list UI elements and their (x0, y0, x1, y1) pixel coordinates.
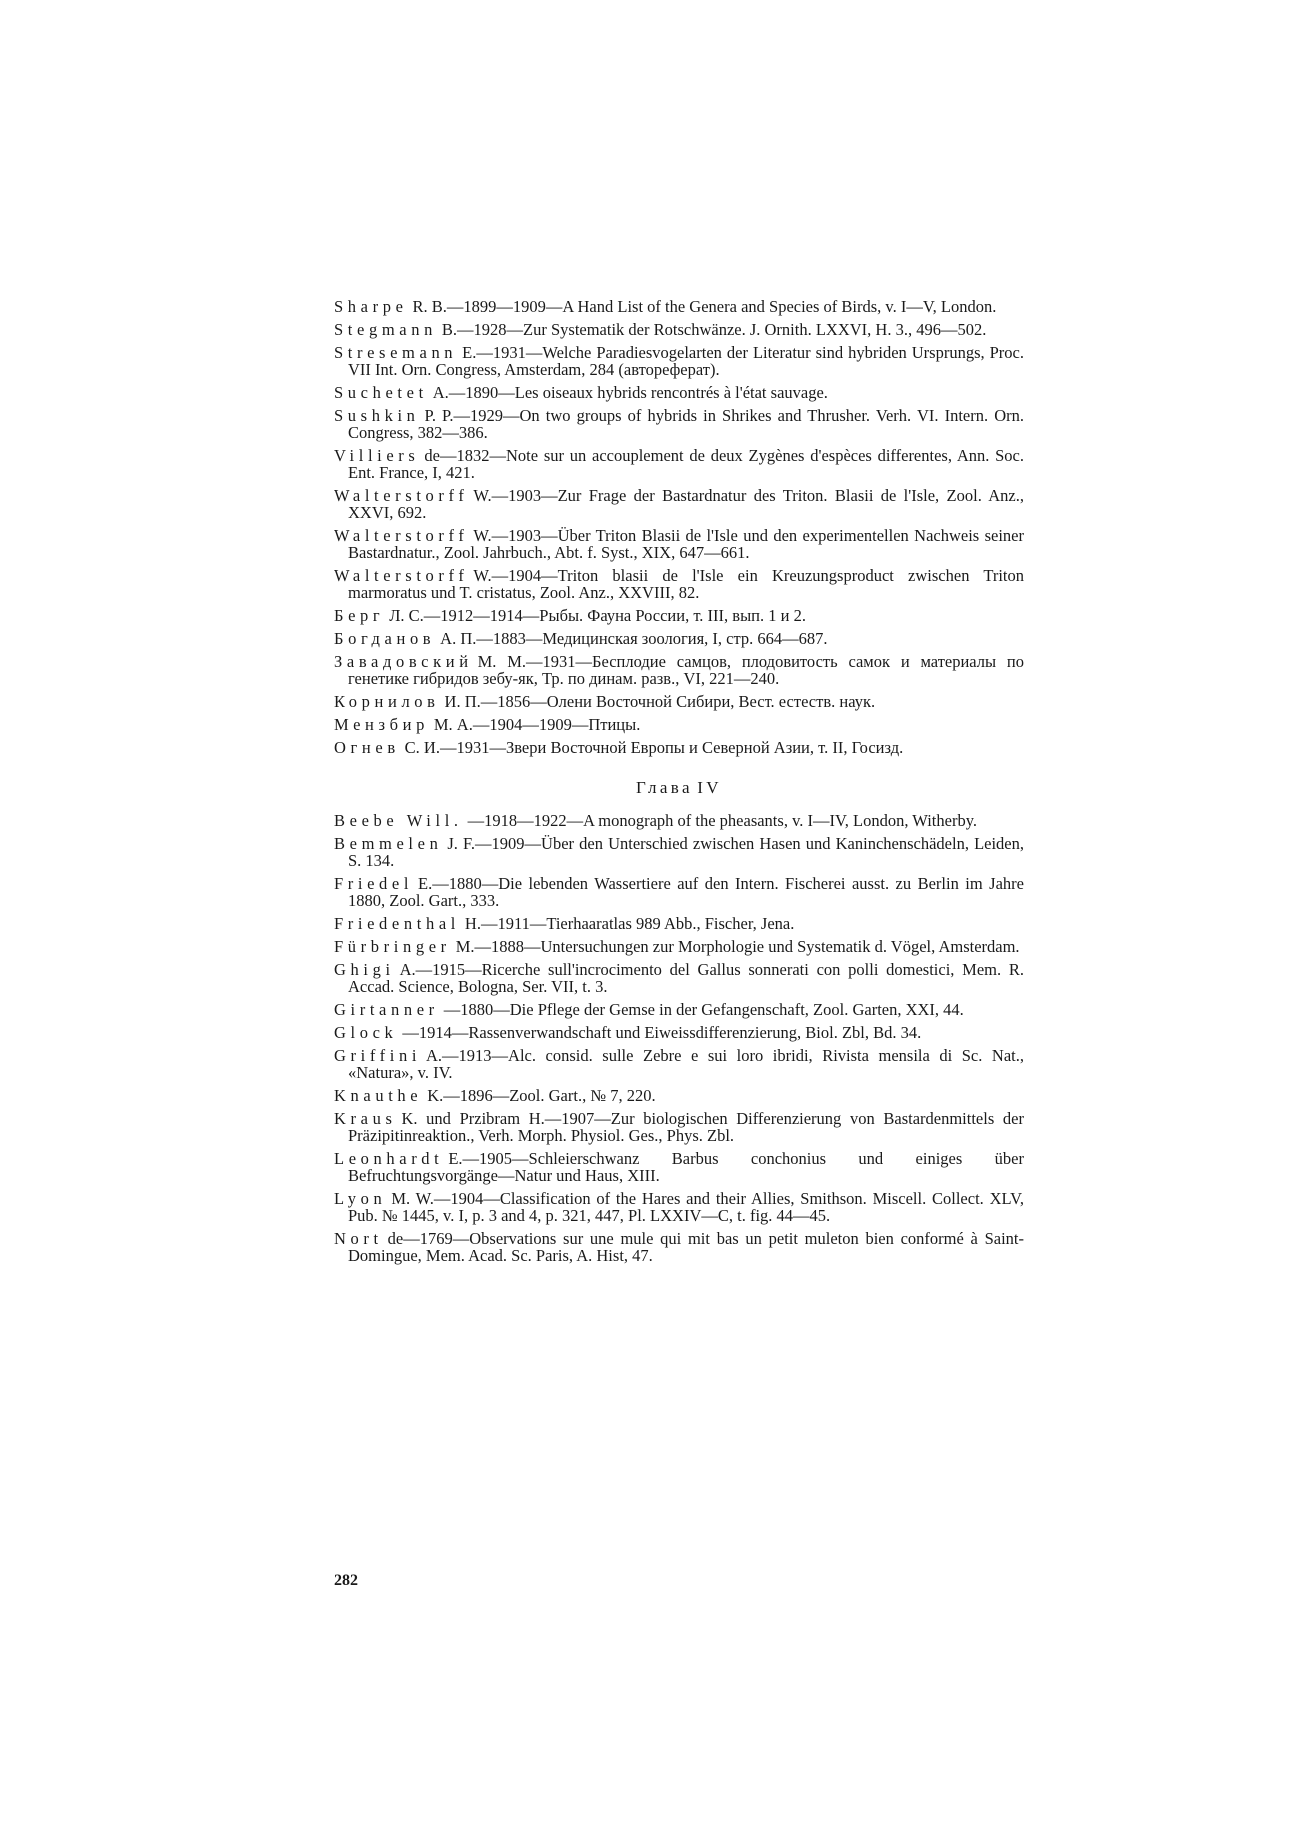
entry-text: B.—1928—Zur Systematik der Rotschwänze. J. Ornith. LXXVI, H. 3., 496—502. (441, 320, 987, 339)
entry-text: Л. С.—1912—1914—Рыбы. Фауна России, т. III, вып. 1 и 2. (389, 606, 806, 625)
bibliography-entry (334, 298, 1024, 315)
entry-author: Fürbringer (334, 937, 451, 956)
entry-author: Beebe Will. (334, 811, 463, 830)
entry-text: —1918—1922—A monograph of the pheasants, v. I—IV, London, Witherby. (467, 811, 978, 830)
entry-author: Walterstorff (334, 526, 469, 545)
bibliography-entry (334, 527, 1024, 561)
entry-text: J. F.—1909—Über den Unterschied zwischen Hasen und Kaninchenschädeln, Leiden, S. 134. (348, 834, 1024, 870)
bibliography-entry (334, 875, 1024, 909)
bibliography-entry (334, 961, 1024, 995)
entry-text: А. П.—1883—Медицинская зоология, I, стр. 664—687. (440, 629, 828, 648)
entry-author: Walterstorff (334, 566, 469, 585)
bibliography-entry (334, 1047, 1024, 1081)
entry-author: Завадовский (334, 652, 473, 671)
entry-text: de—1769—Observations sur une mule qui mit bas un petit muleton bien conformé à Saint-Domingue, Mem. Acad. Sc. Paris, A. Hist, 47. (348, 1229, 1024, 1265)
bibliography-entry (334, 344, 1024, 378)
bibliography-entry (334, 321, 1024, 338)
chapter-heading-number: IV (697, 778, 722, 797)
bibliography-entry (334, 1001, 1024, 1018)
entry-author: Glock (334, 1023, 398, 1042)
bibliography-entry (334, 835, 1024, 869)
entry-author: Богданов (334, 629, 436, 648)
entry-text: W.—1903—Über Triton Blasii de l'Isle und den experimentellen Nachweis seiner Bastardnatur., Zool. Jahrbuch., Abt. f. Syst., XIX, 647—661. (348, 526, 1024, 562)
bibliography-entry (334, 487, 1024, 521)
bibliography-entry (334, 607, 1024, 624)
chapter-heading-label: Глава (636, 778, 693, 797)
entry-text: —1914—Rassenverwandschaft und Eiweissdifferenzierung, Biol. Zbl, Bd. 34. (402, 1023, 922, 1042)
entry-author: Ghigi (334, 960, 395, 979)
entry-text: A.—1890—Les oiseaux hybrids rencontrés à l'état sauvage. (432, 383, 828, 402)
entry-author: Friedel (334, 874, 414, 893)
bibliography-section-2 (334, 812, 1024, 1264)
entry-author: Villiers (334, 446, 420, 465)
entry-text: H.—1911—Tierhaaratlas 989 Abb., Fischer, Jena. (464, 914, 795, 933)
entry-text: A.—1915—Ricerche sull'incrocimento del Gallus sonnerati con polli domestici, Mem. R. Accad. Science, Bologna, Ser. VII, t. 3. (348, 960, 1024, 996)
bibliography-entry (334, 630, 1024, 647)
entry-text: M.—1888—Untersuchungen zur Morphologie und Systematik d. Vögel, Amsterdam. (455, 937, 1020, 956)
entry-text: М. М.—1931—Бесплодие самцов, плодовитость самок и материалы по генетике гибридов зебу-як, Тр. по динам. разв., VI, 221—240. (348, 652, 1024, 688)
page-number: 282 (334, 1572, 358, 1589)
entry-text: K.—1896—Zool. Gart., № 7, 220. (427, 1086, 656, 1105)
entry-author: Stresemann (334, 343, 458, 362)
entry-text: М. А.—1904—1909—Птицы. (433, 715, 641, 734)
entry-author: Sushkin (334, 406, 420, 425)
entry-author: Walterstorff (334, 486, 469, 505)
bibliography-entry (334, 1024, 1024, 1041)
bibliography-column (334, 298, 1024, 1270)
entry-author: Берг (334, 606, 385, 625)
bibliography-entry (334, 739, 1024, 756)
entry-author: Корнилов (334, 692, 440, 711)
bibliography-entry (334, 915, 1024, 932)
entry-author: Knauthe (334, 1086, 423, 1105)
entry-text: С. И.—1931—Звери Восточной Европы и Северной Азии, т. II, Госизд. (404, 738, 904, 757)
bibliography-entry (334, 1230, 1024, 1264)
entry-text: E.—1931—Welche Paradiesvogelarten der Literatur sind hybriden Ursprungs, Proc. VII Int. Orn. Congress, Amsterdam, 284 (автореферат). (348, 343, 1024, 379)
bibliography-entry (334, 1150, 1024, 1184)
entry-author: Suchetet (334, 383, 428, 402)
entry-text: K. und Przibram H.—1907—Zur biologischen Differenzierung von Bastardenmittels der Präzipitinreaktion., Verh. Morph. Physiol. Ges., Phys. Zbl. (348, 1109, 1024, 1145)
entry-text: P. P.—1929—On two groups of hybrids in Shrikes and Thrusher. Verh. VI. Intern. Orn. Congress, 382—386. (348, 406, 1024, 442)
entry-text: E.—1905—Schleierschwanz Barbus conchonius und einiges über Befruchtungsvorgänge—Natur und Haus, XIII. (348, 1149, 1024, 1185)
entry-author: Мензбир (334, 715, 429, 734)
entry-author: Nort (334, 1229, 383, 1248)
entry-author: Kraus (334, 1109, 397, 1128)
bibliography-entry (334, 693, 1024, 710)
bibliography-entry (334, 384, 1024, 401)
bibliography-entry (334, 447, 1024, 481)
entry-author: Bemmelen (334, 834, 443, 853)
entry-author: Stegmann (334, 320, 437, 339)
entry-text: И. П.—1856—Олени Восточной Сибири, Вест. естеств. наук. (444, 692, 876, 711)
entry-text: A.—1913—Alc. consid. sulle Zebre e sui loro ibridi, Rivista mensila di Sc. Nat., «Natura», v. IV. (348, 1046, 1024, 1082)
entry-author: Lyon (334, 1189, 387, 1208)
entry-text: W.—1903—Zur Frage der Bastardnatur des Triton. Blasii de l'Isle, Zool. Anz., XXVI, 692. (348, 486, 1024, 522)
bibliography-entry (334, 1087, 1024, 1104)
bibliography-entry (334, 812, 1024, 829)
entry-text: R. B.—1899—1909—A Hand List of the Genera and Species of Birds, v. I—V, London. (412, 297, 997, 316)
entry-author: Girtanner (334, 1000, 439, 1019)
entry-author: Leonhardt (334, 1149, 444, 1168)
chapter-heading (334, 778, 1024, 798)
bibliography-entry (334, 407, 1024, 441)
entry-text: M. W.—1904—Classification of the Hares and their Allies, Smithson. Miscell. Collect. XLV, Pub. № 1445, v. I, p. 3 and 4, p. 321, 447, Pl. LXXIV—C, t. fig. 44—45. (348, 1189, 1024, 1225)
bibliography-section-1 (334, 298, 1024, 756)
entry-author: Griffini (334, 1046, 422, 1065)
entry-text: E.—1880—Die lebenden Wassertiere auf den Intern. Fischerei ausst. zu Berlin im Jahre 1880, Zool. Gart., 333. (348, 874, 1024, 910)
bibliography-entry (334, 567, 1024, 601)
bibliography-entry (334, 938, 1024, 955)
entry-text: W.—1904—Triton blasii de l'Isle ein Kreuzungsproduct zwischen Triton marmoratus und T. cristatus, Zool. Anz., XXVIII, 82. (348, 566, 1024, 602)
entry-author: Friedenthal (334, 914, 460, 933)
bibliography-entry (334, 653, 1024, 687)
entry-text: —1880—Die Pflege der Gemse in der Gefangenschaft, Zool. Garten, XXI, 44. (443, 1000, 964, 1019)
entry-text: de—1832—Note sur un accouplement de deux Zygènes d'espèces differentes, Ann. Soc. Ent. France, I, 421. (348, 446, 1024, 482)
entry-author: Sharpe (334, 297, 408, 316)
bibliography-entry (334, 716, 1024, 733)
entry-author: Огнев (334, 738, 400, 757)
bibliography-entry (334, 1110, 1024, 1144)
bibliography-entry (334, 1190, 1024, 1224)
